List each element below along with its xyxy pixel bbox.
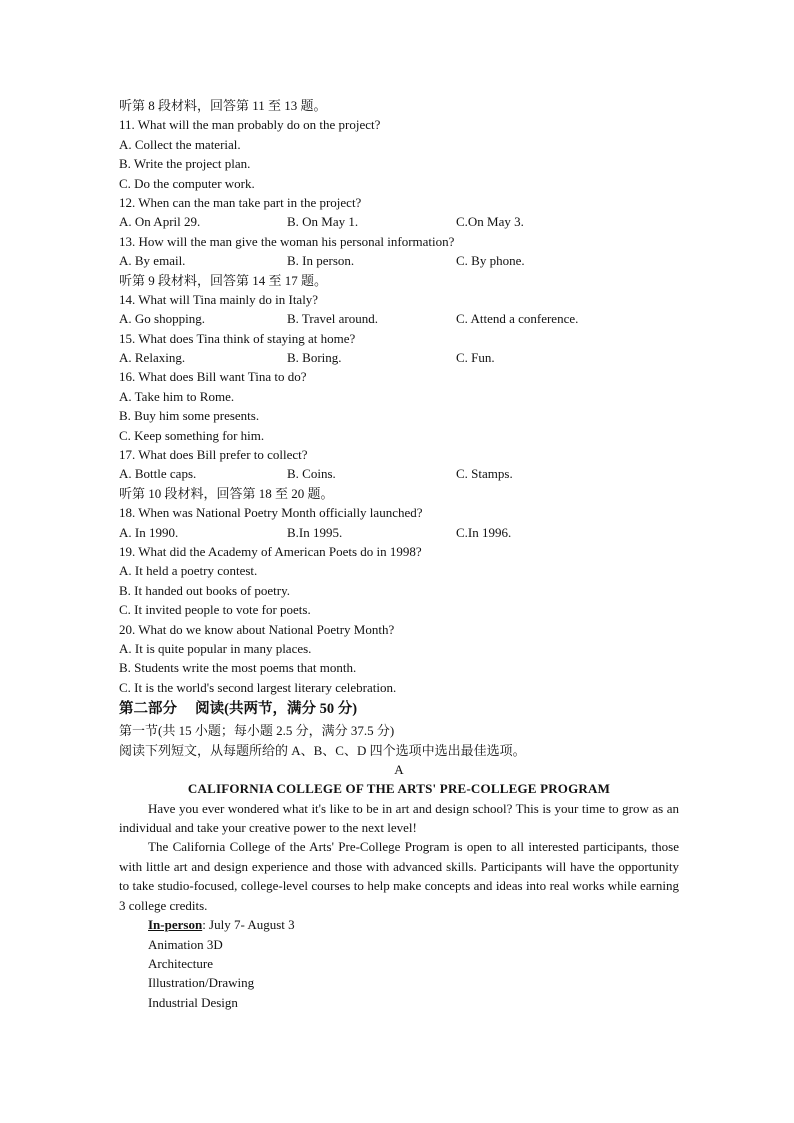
q14-option-a: A. Go shopping. [119, 311, 205, 327]
q12-option-c: C.On May 3. [456, 214, 524, 230]
q19-option-b: B. It handed out books of poetry. [119, 582, 291, 598]
q19-option-c: C. It invited people to vote for poets. [119, 602, 311, 618]
q14-option-b: B. Travel around. [287, 311, 378, 327]
section-one-note: 第一节(共 15 小题；每小题 2.5 分，满分 37.5 分) [119, 723, 395, 739]
course-item: Illustration/Drawing [148, 975, 255, 991]
q14-option-c: C. Attend a conference. [456, 311, 579, 327]
q16-option-b: B. Buy him some presents. [119, 408, 260, 424]
exam-page [119, 96, 679, 1012]
q18-options [119, 523, 679, 542]
q18-option-a: A. In 1990. [119, 524, 179, 540]
inperson-dates: : July 7- August 3 [202, 917, 295, 933]
q16-option-c: C. Keep something for him. [119, 427, 265, 443]
inperson-line [119, 915, 679, 934]
q20-option-b: B. Students write the most poems that month. [119, 660, 357, 676]
q11-option-c: C. Do the computer work. [119, 175, 255, 191]
q20-option-c: C. It is the world's second largest literary celebration. [119, 679, 397, 695]
q17-options [119, 464, 679, 483]
group-10-heading: 听第 10 段材料，回答第 18 至 20 题。 [119, 485, 334, 501]
q15-option-b: B. Boring. [287, 350, 342, 366]
q13-options [119, 251, 679, 270]
question-20: 20. What do we know about National Poetry Month? [119, 621, 395, 637]
q17-option-b: B. Coins. [287, 466, 336, 482]
question-12: 12. When can the man take part in the project? [119, 194, 362, 210]
course-item: Industrial Design [148, 994, 238, 1010]
question-11: 11. What will the man probably do on the project? [119, 117, 381, 133]
question-13: 13. How will the man give the woman his personal information? [119, 233, 455, 249]
course-item: Architecture [148, 955, 213, 971]
group-8-heading: 听第 8 段材料，回答第 11 至 13 题。 [119, 98, 327, 113]
question-19: 19. What did the Academy of American Poets do in 1998? [119, 543, 422, 559]
q12-options [119, 212, 679, 231]
q15-option-a: A. Relaxing. [119, 350, 186, 366]
q18-option-c: C.In 1996. [456, 524, 512, 540]
q20-option-a: A. It is quite popular in many places. [119, 640, 312, 656]
question-17: 17. What does Bill prefer to collect? [119, 447, 308, 463]
q13-option-a: A. By email. [119, 253, 186, 269]
q12-option-b: B. On May 1. [287, 214, 359, 230]
course-item: Animation 3D [148, 936, 223, 952]
q19-option-a: A. It held a poetry contest. [119, 563, 258, 579]
passage-letter: A [394, 761, 404, 777]
q16-option-a: A. Take him to Rome. [119, 388, 235, 404]
passage-paragraph-2: The California College of the Arts' Pre-College Program is open to all interested participants, those with little art and design experience and those with advanced skills. Participants will have the opportunity to take studio-focused, college-level courses to help make concepts and ideas into real works while earning 3 college credits. [119, 839, 679, 913]
question-15: 15. What does Tina think of staying at home? [119, 330, 356, 346]
q15-options [119, 348, 679, 367]
q14-options [119, 309, 679, 328]
q17-option-c: C. Stamps. [456, 466, 513, 482]
q17-option-a: A. Bottle caps. [119, 466, 197, 482]
q13-option-c: C. By phone. [456, 253, 525, 269]
q11-option-b: B. Write the project plan. [119, 156, 251, 172]
inperson-label: In-person [148, 917, 203, 933]
q15-option-c: C. Fun. [456, 350, 495, 366]
part-two-heading: 第二部分 阅读(共两节，满分 50 分) [119, 701, 358, 718]
q11-option-a: A. Collect the material. [119, 136, 241, 152]
reading-instruction: 阅读下列短文，从每题所给的 A、B、C、D 四个选项中选出最佳选项。 [119, 742, 526, 758]
q18-option-b: B.In 1995. [287, 524, 343, 540]
q12-option-a: A. On April 29. [119, 214, 201, 230]
group-9-heading: 听第 9 段材料，回答第 14 至 17 题。 [119, 272, 328, 288]
passage-title: CALIFORNIA COLLEGE OF THE ARTS' PRE-COLLEGE PROGRAM [187, 781, 611, 797]
question-16: 16. What does Bill want Tina to do? [119, 369, 307, 385]
passage-paragraph-1: Have you ever wondered what it's like to be in art and design school? This is your time to grow as an individual and take your creative power to the next level! [119, 800, 679, 836]
question-14: 14. What will Tina mainly do in Italy? [119, 291, 319, 307]
q13-option-b: B. In person. [287, 253, 355, 269]
question-18: 18. When was National Poetry Month officially launched? [119, 505, 423, 521]
